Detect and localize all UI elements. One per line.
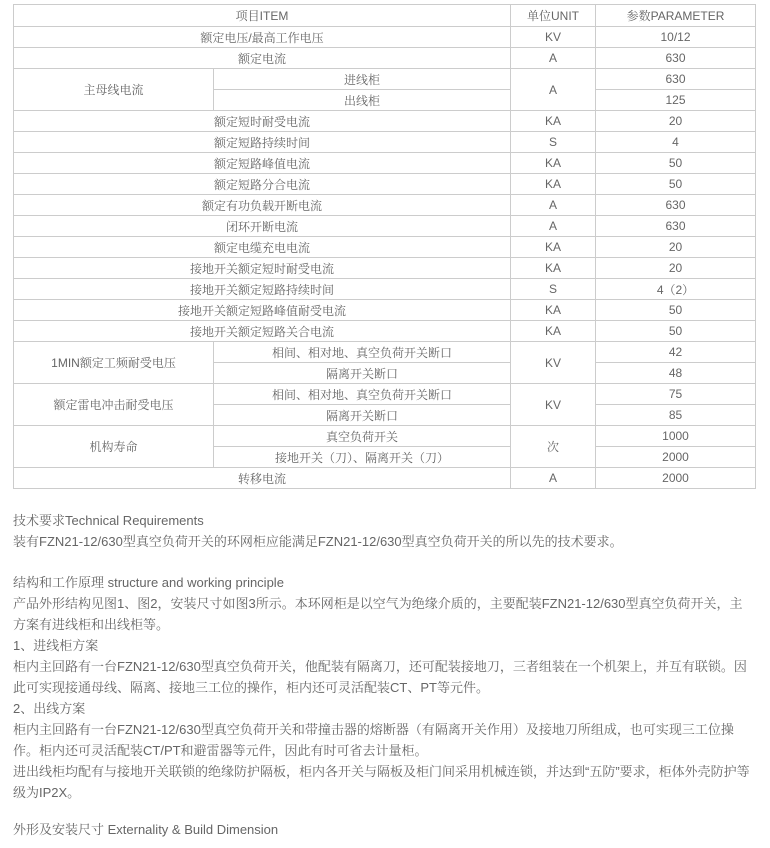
param-cell: 48 bbox=[596, 363, 756, 384]
sub-item-cell: 真空负荷开关 bbox=[214, 426, 511, 447]
unit-cell: KV bbox=[511, 384, 596, 426]
unit-cell: KA bbox=[511, 153, 596, 174]
paragraph-outgoing-plan-body: 柜内主回路有一台FZN21-12/630型真空负荷开关和带撞击器的熔断器（有隔离开关作用）及接地刀所组成，也可实现三工位操作。柜内还可灵活配装CT/PT和避雷器等元件，因此有时可省去计量柜。 bbox=[13, 722, 734, 758]
table-row bbox=[14, 111, 756, 132]
item-cell: 转移电流 bbox=[14, 468, 511, 489]
unit-cell: KA bbox=[511, 300, 596, 321]
paragraph-outgoing-plan-title: 2、出线方案 bbox=[13, 701, 86, 716]
table-row bbox=[14, 48, 756, 69]
item-cell: 额定电缆充电电流 bbox=[14, 237, 511, 258]
param-cell: 20 bbox=[596, 111, 756, 132]
param-cell: 50 bbox=[596, 321, 756, 342]
unit-cell: KA bbox=[511, 237, 596, 258]
group-label-cell: 1MIN额定工频耐受电压 bbox=[14, 342, 214, 384]
unit-cell: A bbox=[511, 69, 596, 111]
table-row bbox=[14, 300, 756, 321]
table-row bbox=[14, 321, 756, 342]
spec-table bbox=[13, 4, 756, 489]
paragraph-incoming-plan-title: 1、进线柜方案 bbox=[13, 638, 99, 653]
item-cell: 接地开关额定短路峰值耐受电流 bbox=[14, 300, 511, 321]
item-cell: 接地开关额定短路持续时间 bbox=[14, 279, 511, 300]
param-cell: 2000 bbox=[596, 468, 756, 489]
paragraph-incoming-plan-body: 柜内主回路有一台FZN21-12/630型真空负荷开关，他配装有隔离刀，还可配装接地刀，三者组装在一个机架上，并互有联锁。因此可实现接通母线、隔离、接地三工位的操作，柜内还可灵活配装CT、PT等元件。 bbox=[13, 659, 747, 695]
paragraph-technical-requirements: 装有FZN21-12/630型真空负荷开关的环网柜应能满足FZN21-12/630型真空负荷开关的所以先的技术要求。 bbox=[13, 534, 623, 549]
table-row bbox=[14, 195, 756, 216]
param-cell: 4（2） bbox=[596, 279, 756, 300]
unit-cell: S bbox=[511, 279, 596, 300]
unit-cell: KA bbox=[511, 174, 596, 195]
col-header-unit: 单位UNIT bbox=[511, 5, 596, 27]
table-row bbox=[14, 237, 756, 258]
item-cell: 额定短路持续时间 bbox=[14, 132, 511, 153]
table-row bbox=[14, 69, 756, 90]
param-cell: 50 bbox=[596, 174, 756, 195]
item-cell: 额定短路峰值电流 bbox=[14, 153, 511, 174]
section-structure-principle bbox=[13, 572, 755, 803]
unit-cell: S bbox=[511, 132, 596, 153]
table-row bbox=[14, 216, 756, 237]
col-header-parameter: 参数PARAMETER bbox=[596, 5, 756, 27]
item-cell: 额定短时耐受电流 bbox=[14, 111, 511, 132]
table-row bbox=[14, 27, 756, 48]
param-cell: 630 bbox=[596, 195, 756, 216]
item-cell: 接地开关额定短路关合电流 bbox=[14, 321, 511, 342]
unit-cell: A bbox=[511, 48, 596, 69]
param-cell: 10/12 bbox=[596, 27, 756, 48]
paragraph-interlock-protection: 进出线柜均配有与接地开关联锁的绝缘防护隔板，柜内各开关与隔板及柜门间采用机械连锁，并达到“五防”要求，柜体外壳防护等级为IP2X。 bbox=[13, 764, 750, 800]
unit-cell: A bbox=[511, 468, 596, 489]
param-cell: 630 bbox=[596, 69, 756, 90]
table-row bbox=[14, 426, 756, 447]
param-cell: 20 bbox=[596, 258, 756, 279]
table-row bbox=[14, 132, 756, 153]
item-cell: 额定有功负载开断电流 bbox=[14, 195, 511, 216]
table-row bbox=[14, 258, 756, 279]
section-heading-technical-requirements: 技术要求Technical Requirements bbox=[13, 513, 204, 528]
param-cell: 20 bbox=[596, 237, 756, 258]
unit-cell: KA bbox=[511, 111, 596, 132]
param-cell: 125 bbox=[596, 90, 756, 111]
param-cell: 630 bbox=[596, 216, 756, 237]
sub-item-cell: 隔离开关断口 bbox=[214, 363, 511, 384]
section-technical-requirements bbox=[13, 510, 755, 552]
unit-cell: A bbox=[511, 195, 596, 216]
sub-item-cell: 接地开关（刀）、隔离开关（刀） bbox=[214, 447, 511, 468]
unit-cell: A bbox=[511, 216, 596, 237]
sub-item-cell: 进线柜 bbox=[214, 69, 511, 90]
item-cell: 额定电流 bbox=[14, 48, 511, 69]
unit-cell: 次 bbox=[511, 426, 596, 468]
param-cell: 2000 bbox=[596, 447, 756, 468]
unit-cell: KA bbox=[511, 258, 596, 279]
col-header-item: 项目ITEM bbox=[14, 5, 511, 27]
description-content bbox=[13, 510, 755, 840]
sub-item-cell: 出线柜 bbox=[214, 90, 511, 111]
table-row bbox=[14, 153, 756, 174]
unit-cell: KV bbox=[511, 27, 596, 48]
param-cell: 42 bbox=[596, 342, 756, 363]
param-cell: 75 bbox=[596, 384, 756, 405]
param-cell: 85 bbox=[596, 405, 756, 426]
sub-item-cell: 相间、相对地、真空负荷开关断口 bbox=[214, 342, 511, 363]
group-label-cell: 机构寿命 bbox=[14, 426, 214, 468]
table-row bbox=[14, 384, 756, 405]
table-row bbox=[14, 174, 756, 195]
table-header-row bbox=[14, 5, 756, 27]
section-heading-dimension: 外形及安装尺寸 Externality & Build Dimension bbox=[13, 822, 279, 837]
unit-cell: KV bbox=[511, 342, 596, 384]
param-cell: 4 bbox=[596, 132, 756, 153]
unit-cell: KA bbox=[511, 321, 596, 342]
item-cell: 额定电压/最高工作电压 bbox=[14, 27, 511, 48]
paragraph-product-shape: 产品外形结构见图1、图2，安装尺寸如图3所示。本环网柜是以空气为绝缘介质的，主要配装FZN21-12/630型真空负荷开关，主方案有进线柜和出线柜等。 bbox=[13, 596, 743, 632]
item-cell: 额定短路分合电流 bbox=[14, 174, 511, 195]
group-label-cell: 主母线电流 bbox=[14, 69, 214, 111]
param-cell: 1000 bbox=[596, 426, 756, 447]
param-cell: 50 bbox=[596, 153, 756, 174]
sub-item-cell: 隔离开关断口 bbox=[214, 405, 511, 426]
section-heading-structure-principle: 结构和工作原理 structure and working principle bbox=[13, 575, 284, 590]
sub-item-cell: 相间、相对地、真空负荷开关断口 bbox=[214, 384, 511, 405]
param-cell: 50 bbox=[596, 300, 756, 321]
table-row bbox=[14, 468, 756, 489]
table-row bbox=[14, 342, 756, 363]
group-label-cell: 额定雷电冲击耐受电压 bbox=[14, 384, 214, 426]
table-row bbox=[14, 279, 756, 300]
param-cell: 630 bbox=[596, 48, 756, 69]
item-cell: 闭环开断电流 bbox=[14, 216, 511, 237]
item-cell: 接地开关额定短时耐受电流 bbox=[14, 258, 511, 279]
